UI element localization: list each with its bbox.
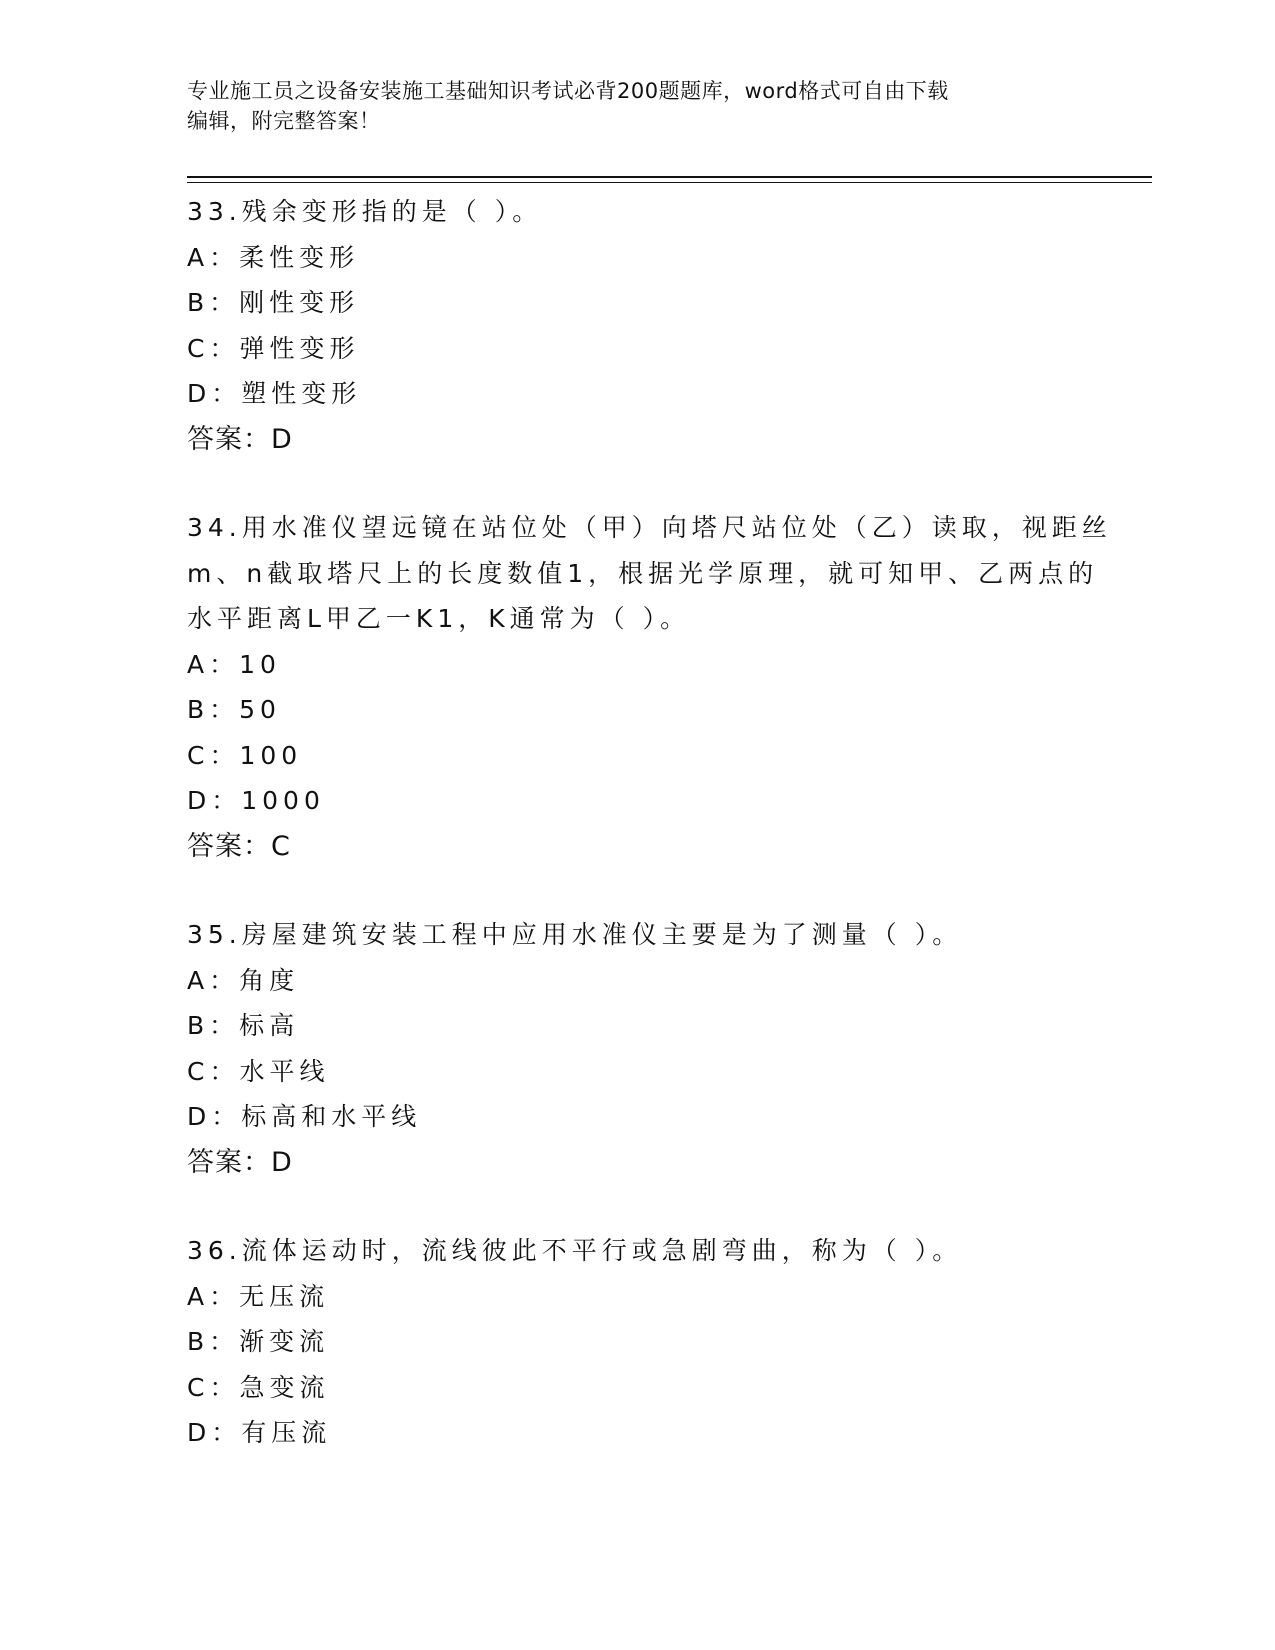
question-text-continued: m、n截取塔尺上的长度数值1，根据光学原理，就可知甲、乙两点的 [187,558,1099,588]
header-divider-thick [187,176,1152,178]
option-d: D：1000 [187,786,325,815]
option-c: C：急变流 [187,1372,330,1402]
answer-line: 答案：D [187,1146,293,1178]
question-text-continued: 水平距离L甲乙一K1，K通常为（ ）。 [187,604,691,633]
option-c: C：水平线 [187,1056,330,1086]
option-a: A：无压流 [187,1281,330,1311]
question-text: 36.流体运动时，流线彼此不平行或急剧弯曲，称为（ ）。 [187,1236,963,1265]
answer-line: 答案：C [187,830,291,862]
question-text: 35.房屋建筑安装工程中应用水准仪主要是为了测量（ ）。 [187,920,963,949]
option-b: B：渐变流 [187,1327,330,1356]
option-a: A：角度 [187,965,300,995]
document-header [187,76,1067,136]
question-36 [187,1228,1087,1456]
question-34 [187,505,1112,869]
question-list [187,189,1112,1456]
question-text: 33.残余变形指的是（ ）。 [187,197,543,226]
header-line-2: 编辑，附完整答案！ [187,109,381,133]
question-35 [187,912,1087,1185]
option-d: D：塑性变形 [187,379,362,408]
option-b: B：标高 [187,1011,300,1040]
option-b: B：50 [187,695,281,724]
answer-line: 答案：D [187,423,293,455]
header-divider-thin [187,182,1152,183]
option-b: B：刚性变形 [187,288,360,317]
option-d: D：有压流 [187,1418,332,1447]
option-d: D：标高和水平线 [187,1102,422,1131]
option-c: C：弹性变形 [187,333,360,363]
question-33 [187,189,1087,462]
option-c: C：100 [187,740,303,770]
option-a: A：10 [187,649,281,679]
option-a: A：柔性变形 [187,242,360,272]
header-line-1: 专业施工员之设备安装施工基础知识考试必背200题题库，word格式可自由下载 [187,79,949,103]
question-text: 34.用水准仪望远镜在站位处（甲）向塔尺站位处（乙）读取，视距丝 [187,513,1112,542]
